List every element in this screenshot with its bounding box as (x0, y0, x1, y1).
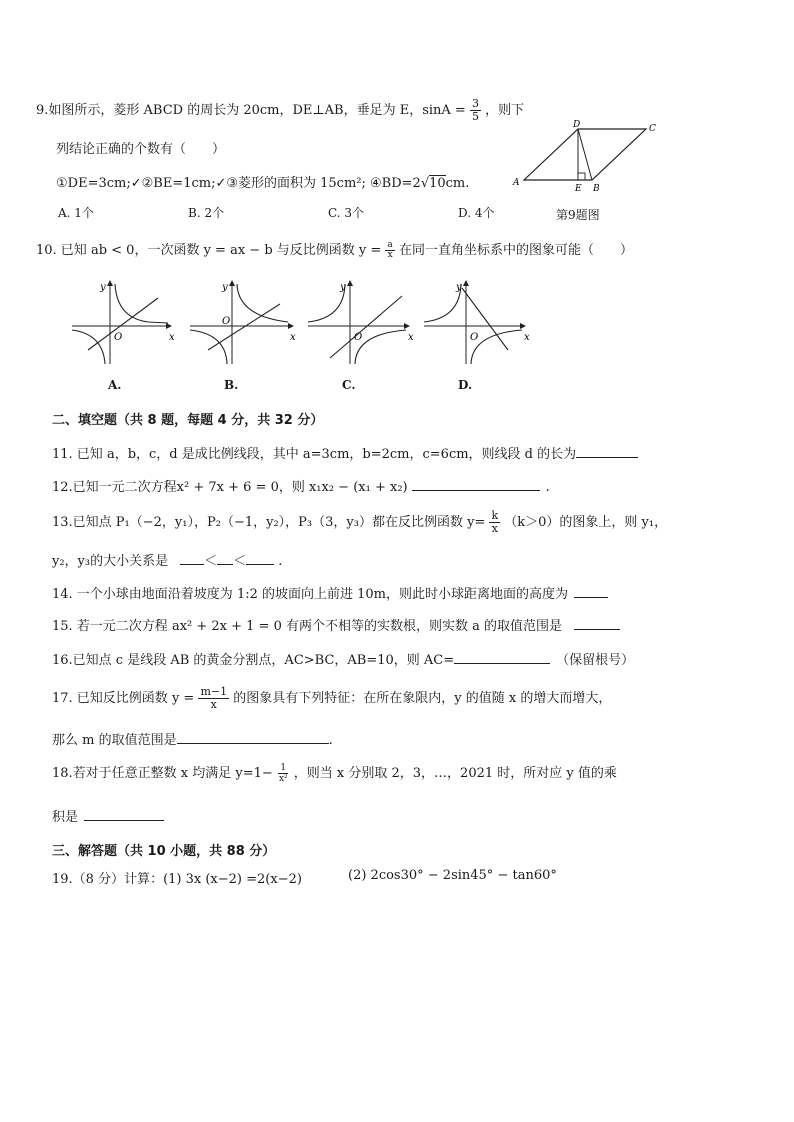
q10-graph-b (188, 278, 300, 366)
q9-sin-fraction (470, 98, 481, 123)
q17-answer-blank[interactable] (177, 731, 329, 744)
q17-frac-num: m−1 (200, 685, 228, 698)
q17-line2-text: 那么 m 的取值范围是 (52, 733, 177, 748)
q9-option-a: A. 1个 (58, 206, 94, 220)
q10-graph-a (68, 278, 180, 366)
graph-b-origin: O (222, 316, 231, 327)
q15-answer-blank[interactable] (574, 617, 620, 630)
q10-fraction (385, 241, 394, 260)
q9-text: 9.如图所示，菱形 ABCD 的周长为 20cm，DE⊥AB，垂足为 E，sinA = (36, 103, 466, 118)
q13-text-b: （k＞0）的图象上，则 y₁， (504, 515, 668, 530)
q16-text: 16.已知点 c 是线段 AB 的黄金分割点，AC>BC，AB=10，则 AC= (52, 653, 455, 668)
q14 (52, 583, 608, 602)
graph-c-origin: O (354, 332, 363, 343)
q17-text-b: 的图象具有下列特征：在所在象限内，y 的值随 x 的增大而增大， (233, 691, 612, 706)
graph-d-x-label: x (524, 332, 530, 343)
q9-text-end: ，则下 (485, 103, 525, 118)
q13-frac-den: x (491, 522, 498, 535)
q10-graph-c (306, 278, 418, 366)
q17-line1 (52, 686, 611, 711)
q10-text-a: 10. 已知 ab < 0，一次函数 y = ax − b 与反比例函数 y = (36, 243, 382, 258)
right-angle-mark (578, 173, 585, 180)
q18-answer-blank[interactable] (84, 808, 164, 821)
q15-text: 15. 若一元二次方程 ax² + 2x + 1 = 0 有两个不相等的实数根，则实数 a 的取值范围是 (52, 619, 562, 634)
q13-line2 (52, 550, 282, 569)
q19-part-2: (2) 2cos30° − 2sin45° − tan60° (348, 868, 557, 883)
q13-blank-2[interactable] (217, 552, 233, 565)
q9-rhombus-figure (510, 118, 670, 194)
q15 (52, 615, 620, 634)
q9-sin-den: 5 (471, 110, 479, 123)
q14-answer-blank[interactable] (574, 585, 608, 598)
label-a: A (513, 178, 520, 188)
q18-frac-num: 1 (280, 763, 287, 773)
graph-a-origin: O (114, 332, 123, 343)
q9-statements-text: ①DE=3cm;✓②BE=1cm;✓③菱形的面积为 15cm²; ④BD=2 (56, 176, 421, 191)
graph-c-y-label: y (340, 282, 346, 293)
q9-option-d: D. 4个 (458, 206, 495, 220)
q10-option-c: C. (342, 378, 356, 392)
q12-end: . (545, 480, 550, 495)
section-3-heading: 三、解答题（共 10 小题，共 88 分） (52, 844, 276, 859)
q10-graph-d (422, 278, 534, 366)
q10-frac-den: x (387, 250, 393, 260)
q18-line1 (52, 762, 617, 784)
q13-end: . (278, 554, 283, 569)
graph-d-y-label: y (456, 282, 462, 293)
q10-text-b: 在同一直角坐标系中的图象可能（ ） (398, 243, 633, 258)
label-c: C (649, 124, 656, 134)
q18-frac-den: x² (278, 774, 288, 784)
q9-line2: 列结论正确的个数有（ ） (56, 142, 226, 157)
q17-fraction (198, 686, 229, 711)
q13-blank-3[interactable] (246, 552, 274, 565)
q13-line1 (52, 510, 667, 535)
q16-answer-blank[interactable] (454, 651, 550, 664)
q11-answer-blank[interactable] (576, 445, 638, 458)
q9-sqrt-value: 10 (429, 176, 446, 191)
q12-text: 12.已知一元二次方程x² + 7x + 6 = 0，则 x₁x₂ − (x₁ + x₂) (52, 480, 408, 495)
q10-option-b: B. (224, 378, 239, 392)
q13-fraction (489, 510, 500, 535)
q9-option-c: C. 3个 (328, 206, 365, 220)
graph-c-x-label: x (408, 332, 414, 343)
q13-less-than-2: ＜ (233, 554, 247, 569)
q19-part-1: 19.（8 分）计算：(1) 3x (x−2) =2(x−2) (52, 872, 302, 887)
q10-text (36, 239, 633, 260)
q13-less-than-1: ＜ (204, 554, 218, 569)
q10-option-d: D. (458, 378, 473, 392)
q11 (52, 443, 638, 462)
q13-text-a: 13.已知点 P₁（−2，y₁），P₂（−1，y₂），P₃（3，y₃）都在反比例函数 y= (52, 515, 486, 530)
q17-frac-den: x (210, 698, 217, 711)
graph-d-origin: O (470, 332, 479, 343)
q9-statements-end: cm. (445, 176, 470, 191)
q9-option-b: B. 2个 (188, 206, 225, 220)
q17-line2 (52, 729, 333, 748)
q18-line2-text: 积是 (52, 810, 79, 825)
q17-text-a: 17. 已知反比例函数 y = (52, 691, 195, 706)
label-d: D (573, 120, 581, 130)
q16-end: （保留根号） (556, 653, 635, 668)
q9-line1 (36, 98, 524, 123)
sqrt-icon: √ (420, 176, 430, 191)
q17-end: . (328, 733, 333, 748)
label-e: E (575, 184, 582, 194)
q9-statements (56, 172, 469, 191)
q18-text-b: ，则当 x 分别取 2，3，…，2021 时，所对应 y 值的乘 (293, 766, 617, 781)
q13-blank-1[interactable] (180, 552, 204, 565)
graph-a-x-label: x (169, 332, 175, 343)
q10-option-a: A. (108, 378, 122, 392)
q13-line2-text: y₂，y₃的大小关系是 (52, 554, 169, 569)
q18-line2 (52, 806, 164, 825)
q18-fraction (277, 763, 290, 784)
q11-text: 11. 已知 a，b，c，d 是成比例线段，其中 a=3cm，b=2cm，c=6cm，则线段 d 的长为 (52, 447, 577, 462)
label-b: B (593, 184, 600, 194)
graph-b-y-label: y (222, 282, 228, 293)
q10-frac-num: a (387, 240, 393, 250)
q9-figure-caption: 第9题图 (556, 208, 600, 222)
q18-text-a: 18.若对于任意正整数 x 均满足 y=1− (52, 766, 273, 781)
section-2-heading: 二、填空题（共 8 题，每题 4 分，共 32 分） (52, 413, 324, 428)
q12 (52, 476, 550, 495)
q9-sin-num: 3 (471, 97, 479, 110)
segment-db (578, 129, 592, 180)
q16 (52, 649, 634, 668)
q14-text: 14. 一个小球由地面沿着坡度为 1:2 的坡面向上前进 10m，则此时小球距离地面的高度为 (52, 587, 568, 602)
graph-b-x-label: x (290, 332, 296, 343)
q13-frac-num: k (491, 509, 499, 522)
graph-a-y-label: y (100, 282, 106, 293)
q12-answer-blank[interactable] (412, 478, 540, 491)
